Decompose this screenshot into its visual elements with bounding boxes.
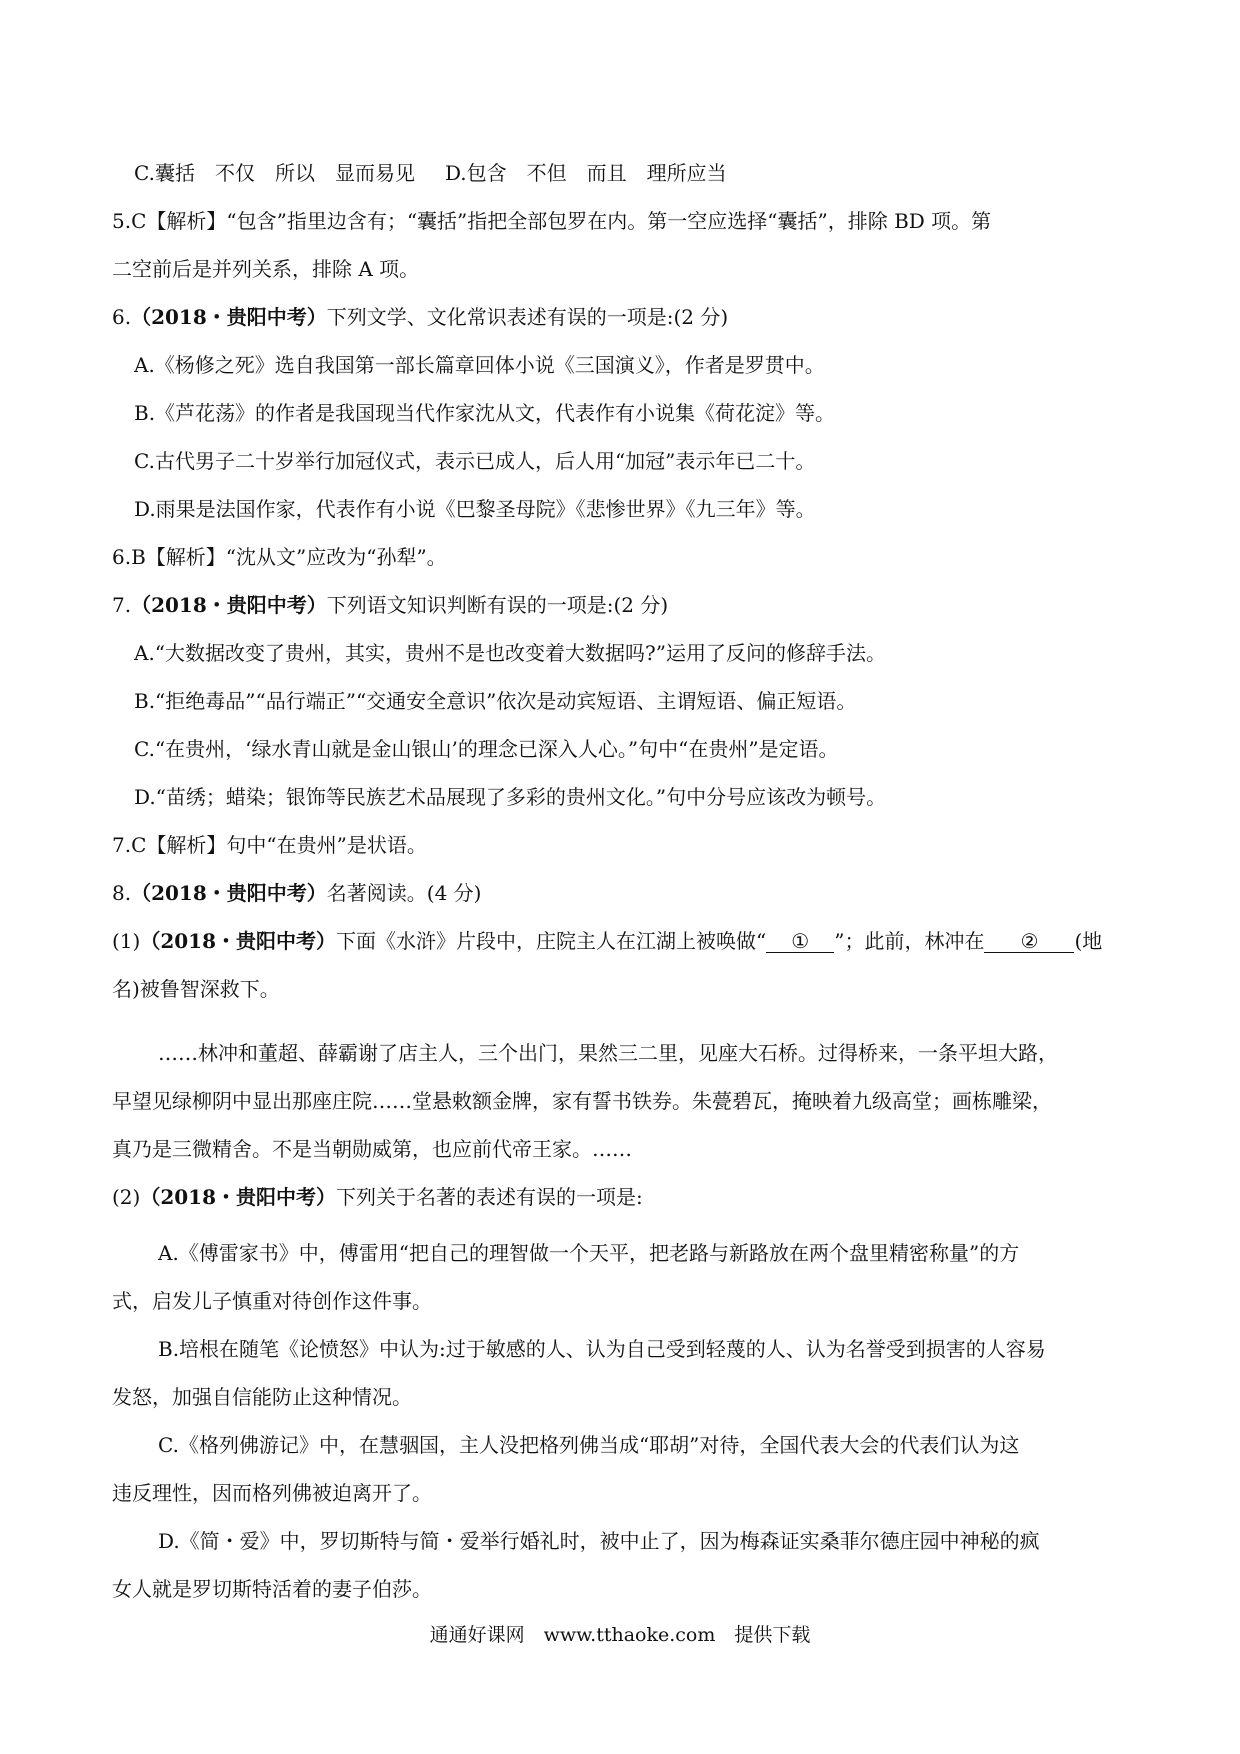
blank-2: ② (984, 930, 1074, 953)
passage-line-2: 早望见绿柳阴中显出那座庄院……堂悬敕额金牌，家有誓书铁券。朱甍碧瓦，掩映着九级高堂；画栋雕梁， (112, 1089, 1052, 1113)
passage-line-3: 真乃是三微精舍。不是当朝勋威第，也应前代帝王家。…… (112, 1137, 632, 1161)
question-7-option-a: A.“大数据改变了贵州，其实，贵州不是也改变着大数据吗?”运用了反问的修辞手法。 (134, 641, 886, 665)
q8-option-c-line-2: 违反理性，因而格列佛被迫离开了。 (112, 1481, 432, 1505)
question-7-option-d: D.“苗绣；蜡染；银饰等民族艺术品展现了多彩的贵州文化。”句中分号应该改为顿号。 (134, 785, 887, 809)
question-6-option-a: A.《杨修之死》选自我国第一部长篇章回体小说《三国演义》，作者是罗贯中。 (134, 353, 825, 377)
q8-option-b-line-2: 发怒，加强自信能防止这种情况。 (112, 1385, 412, 1409)
blank-1: ① (766, 930, 834, 953)
answer-6: 6.B【解析】“沈从文”应改为“孙犁”。 (112, 545, 447, 569)
q4-option-d: D.包含 不但 而且 理所应当 (444, 161, 727, 185)
passage-line-1: ……林冲和董超、薛霸谢了店主人，三个出门，果然三二里，见座大石桥。过得桥来，一条平坦大路， (158, 1041, 1058, 1065)
question-8-part-2: (2)（2018・贵阳中考）下列关于名著的表述有误的一项是: (112, 1185, 643, 1209)
question-6-stem: 6.（2018・贵阳中考）下列文学、文化常识表述有误的一项是:(2 分) (112, 305, 729, 329)
q4-option-c: C.囊括 不仅 所以 显而易见 (134, 161, 415, 185)
q4-options-cd (134, 160, 1130, 186)
question-8-part-1-cont: 名)被鲁智深救下。 (112, 977, 280, 1001)
q8-option-d-line-2: 女人就是罗切斯特活着的妻子伯莎。 (112, 1577, 432, 1601)
answer-7: 7.C【解析】句中“在贵州”是状语。 (112, 833, 427, 857)
q8-option-d-line-1: D.《简・爱》中，罗切斯特与简・爱举行婚礼时，被中止了，因为梅森证实桑菲尔德庄园中神秘的疯 (158, 1529, 1040, 1553)
q8-option-a-line-2: 式，启发儿子慎重对待创作这件事。 (112, 1289, 432, 1313)
question-8-part-1-source: （2018・贵阳中考） (140, 929, 337, 953)
question-7-stem: 7.（2018・贵阳中考）下列语文知识判断有误的一项是:(2 分) (112, 593, 669, 617)
answer-5-line-2: 二空前后是并列关系，排除 A 项。 (112, 257, 420, 281)
q8-option-a-line-1: A.《傅雷家书》中，傅雷用“把自己的理智做一个天平，把老路与新路放在两个盘里精密称量”的方 (158, 1241, 1020, 1265)
answer-5-line-1: 5.C【解析】“包含”指里边含有；“囊括”指把全部包罗在内。第一空应选择“囊括”，排除 BD 项。第 (112, 209, 992, 233)
q8-option-b-line-1: B.培根在随笔《论愤怒》中认为:过于敏感的人、认为自己受到轻蔑的人、认为名誉受到损害的人容易 (158, 1337, 1046, 1361)
question-6-option-c: C.古代男子二十岁举行加冠仪式，表示已成人，后人用“加冠”表示年已二十。 (134, 449, 816, 473)
question-8-part-1: (1)（2018・贵阳中考）下面《水浒》片段中，庄院主人在江湖上被唤做“ ① ”；此前，林冲在 ② (地 (112, 929, 1103, 953)
question-6-option-d: D.雨果是法国作家，代表作有小说《巴黎圣母院》《悲惨世界》《九三年》等。 (134, 497, 816, 521)
question-8-stem: 8.（2018・贵阳中考）名著阅读。(4 分) (112, 881, 482, 905)
question-8-part-2-source: （2018・贵阳中考） (140, 1185, 337, 1209)
question-6-source: （2018・贵阳中考） (131, 305, 327, 329)
question-7-source: （2018・贵阳中考） (131, 593, 327, 617)
question-6-option-b: B.《芦花荡》的作者是我国现当代作家沈从文，代表作有小说集《荷花淀》等。 (134, 401, 836, 425)
question-7-option-c: C.“在贵州，‘绿水青山就是金山银山’的理念已深入人心。”句中“在贵州”是定语。 (134, 737, 839, 761)
question-8-source: （2018・贵阳中考） (131, 881, 327, 905)
q8-option-c-line-1: C.《格列佛游记》中，在慧骃国，主人没把格列佛当成“耶胡”对待，全国代表大会的代表们认为这 (158, 1433, 1020, 1457)
question-7-option-b: B.“拒绝毒品”“品行端正”“交通安全意识”依次是动宾短语、主谓短语、偏正短语。 (134, 689, 857, 713)
page-footer: 通通好课网 www.tthaoke.com 提供下载 (429, 1624, 811, 1646)
